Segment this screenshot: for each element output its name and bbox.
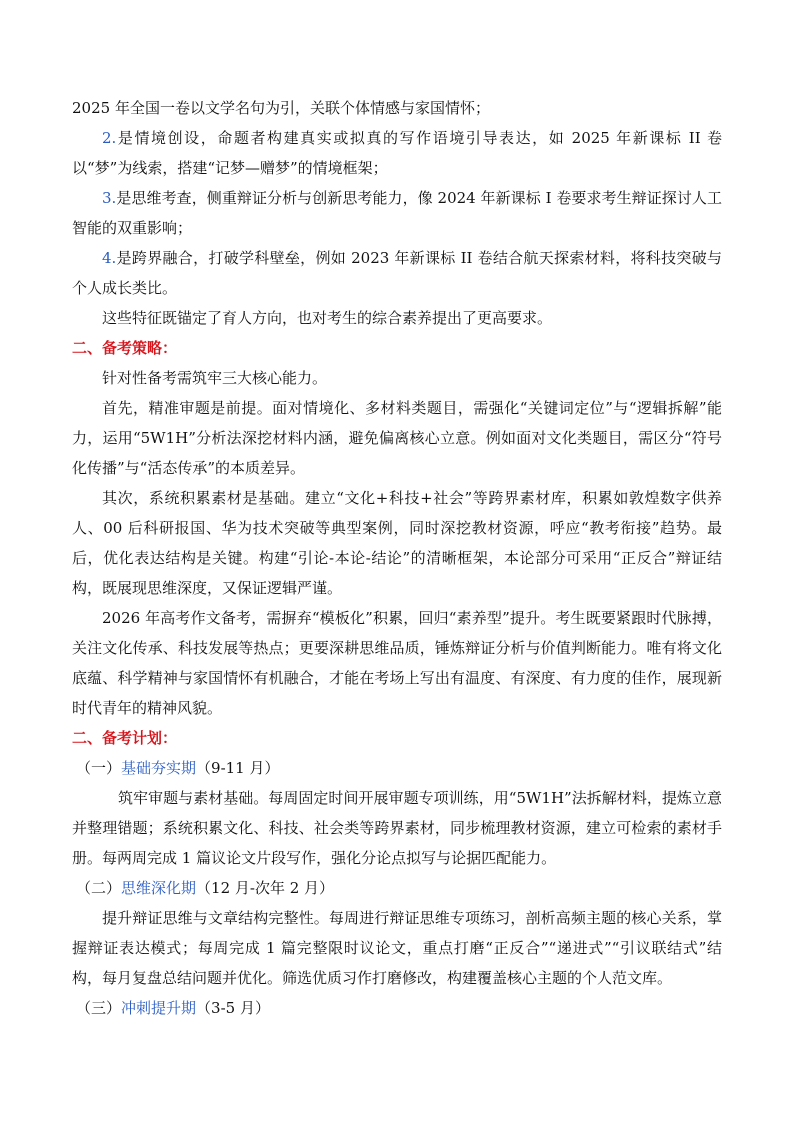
paragraph-strategy-3: 其次，系统积累素材是基础。建立“文化+科技+社会”等跨界素材库，积累如敦煌数字供养人、00 后科研报国、华为技术突破等典型案例，同时深挖教材资源，呼应“教考衔接”趋势。最后，优化表达结构是关键。构建“引论-本论-结论”的清晰框架，本论部分可采用“正反合”辩证结构，既展现思维深度，又保证逻辑严谨。 xyxy=(72,489,722,597)
list-text: 是跨界融合，打破学科壁垒，例如 2023 年新课标 II 卷结合航天探索材料，将科技突破与个人成长类比。 xyxy=(72,249,722,297)
paragraph-summary: 这些特征既锚定了育人方向，也对考生的综合素养提出了更高要求。 xyxy=(102,309,553,327)
phase-heading-1 xyxy=(72,753,722,783)
list-number: 4. xyxy=(102,249,117,267)
paragraph-phase-2: 提升辩证思维与文章结构完整性。每周进行辩证思维专项练习，剖析高频主题的核心关系，掌握辩证表达模式；每周完成 1 篇完整限时议论文，重点打磨“正反合”“递进式”“引议联结式”结构，每月复盘总结问题并优化。筛选优质习作打磨修改，构建覆盖核心主题的个人范文库。 xyxy=(72,909,722,987)
list-item-2 xyxy=(72,123,722,183)
list-text: 是情境创设，命题者构建真实或拟真的写作语境引导表达，如 2025 年新课标 II 卷以“梦”为线索，搭建“记梦—赠梦”的情境框架； xyxy=(72,129,722,177)
section-heading-plan: 二、备考计划： xyxy=(72,729,178,747)
phase-heading-3 xyxy=(72,993,722,1023)
phase-number: （三） xyxy=(76,999,122,1017)
phase-heading-2 xyxy=(72,873,722,903)
paragraph-strategy-1: 针对性备考需筑牢三大核心能力。 xyxy=(102,369,328,387)
paragraph-strategy-2: 首先，精准审题是前提。面对情境化、多材料类题目，需强化“关键词定位”与“逻辑拆解”能力，运用“5W1H”分析法深挖材料内涵，避免偏离核心立意。例如面对文化类题目，需区分“符号化传播”与“活态传承”的本质差异。 xyxy=(72,399,722,477)
phase-title: 冲刺提升期 xyxy=(121,999,197,1017)
phase-number: （二） xyxy=(76,879,122,897)
paragraph-intro-item1: 2025 年全国一卷以文学名句为引，关联个体情感与家国情怀； xyxy=(72,99,490,117)
phase-range: （9-11 月） xyxy=(196,759,280,777)
list-number: 3. xyxy=(102,189,117,207)
phase-range: （12 月-次年 2 月） xyxy=(196,879,335,897)
list-text: 是思维考查，侧重辩证分析与创新思考能力，像 2024 年新课标 I 卷要求考生辩证探讨人工智能的双重影响； xyxy=(72,189,722,237)
list-item-4 xyxy=(72,243,722,303)
phase-title: 思维深化期 xyxy=(121,879,197,897)
paragraph-phase-1: 筑牢审题与素材基础。每周固定时间开展审题专项训练，用“5W1H”法拆解材料，提炼立意并整理错题；系统积累文化、科技、社会类等跨界素材，同步梳理教材资源，建立可检索的素材手册。每两周完成 1 篇议论文片段写作，强化分论点拟写与论据匹配能力。 xyxy=(72,789,722,867)
document-body xyxy=(72,93,722,1023)
paragraph-strategy-4: 2026 年高考作文备考，需摒弃“模板化”积累，回归“素养型”提升。考生既要紧跟时代脉搏，关注文化传承、科技发展等热点；更要深耕思维品质，锤炼辩证分析与价值判断能力。唯有将文化底蕴、科学精神与家国情怀有机融合，才能在考场上写出有温度、有深度、有力度的佳作，展现新时代青年的精神风貌。 xyxy=(72,609,722,717)
phase-title: 基础夯实期 xyxy=(121,759,197,777)
list-number: 2. xyxy=(102,129,117,147)
phase-range: （3-5 月） xyxy=(196,999,270,1017)
list-item-3 xyxy=(72,183,722,243)
phase-number: （一） xyxy=(76,759,122,777)
section-heading-strategy: 二、备考策略： xyxy=(72,339,178,357)
